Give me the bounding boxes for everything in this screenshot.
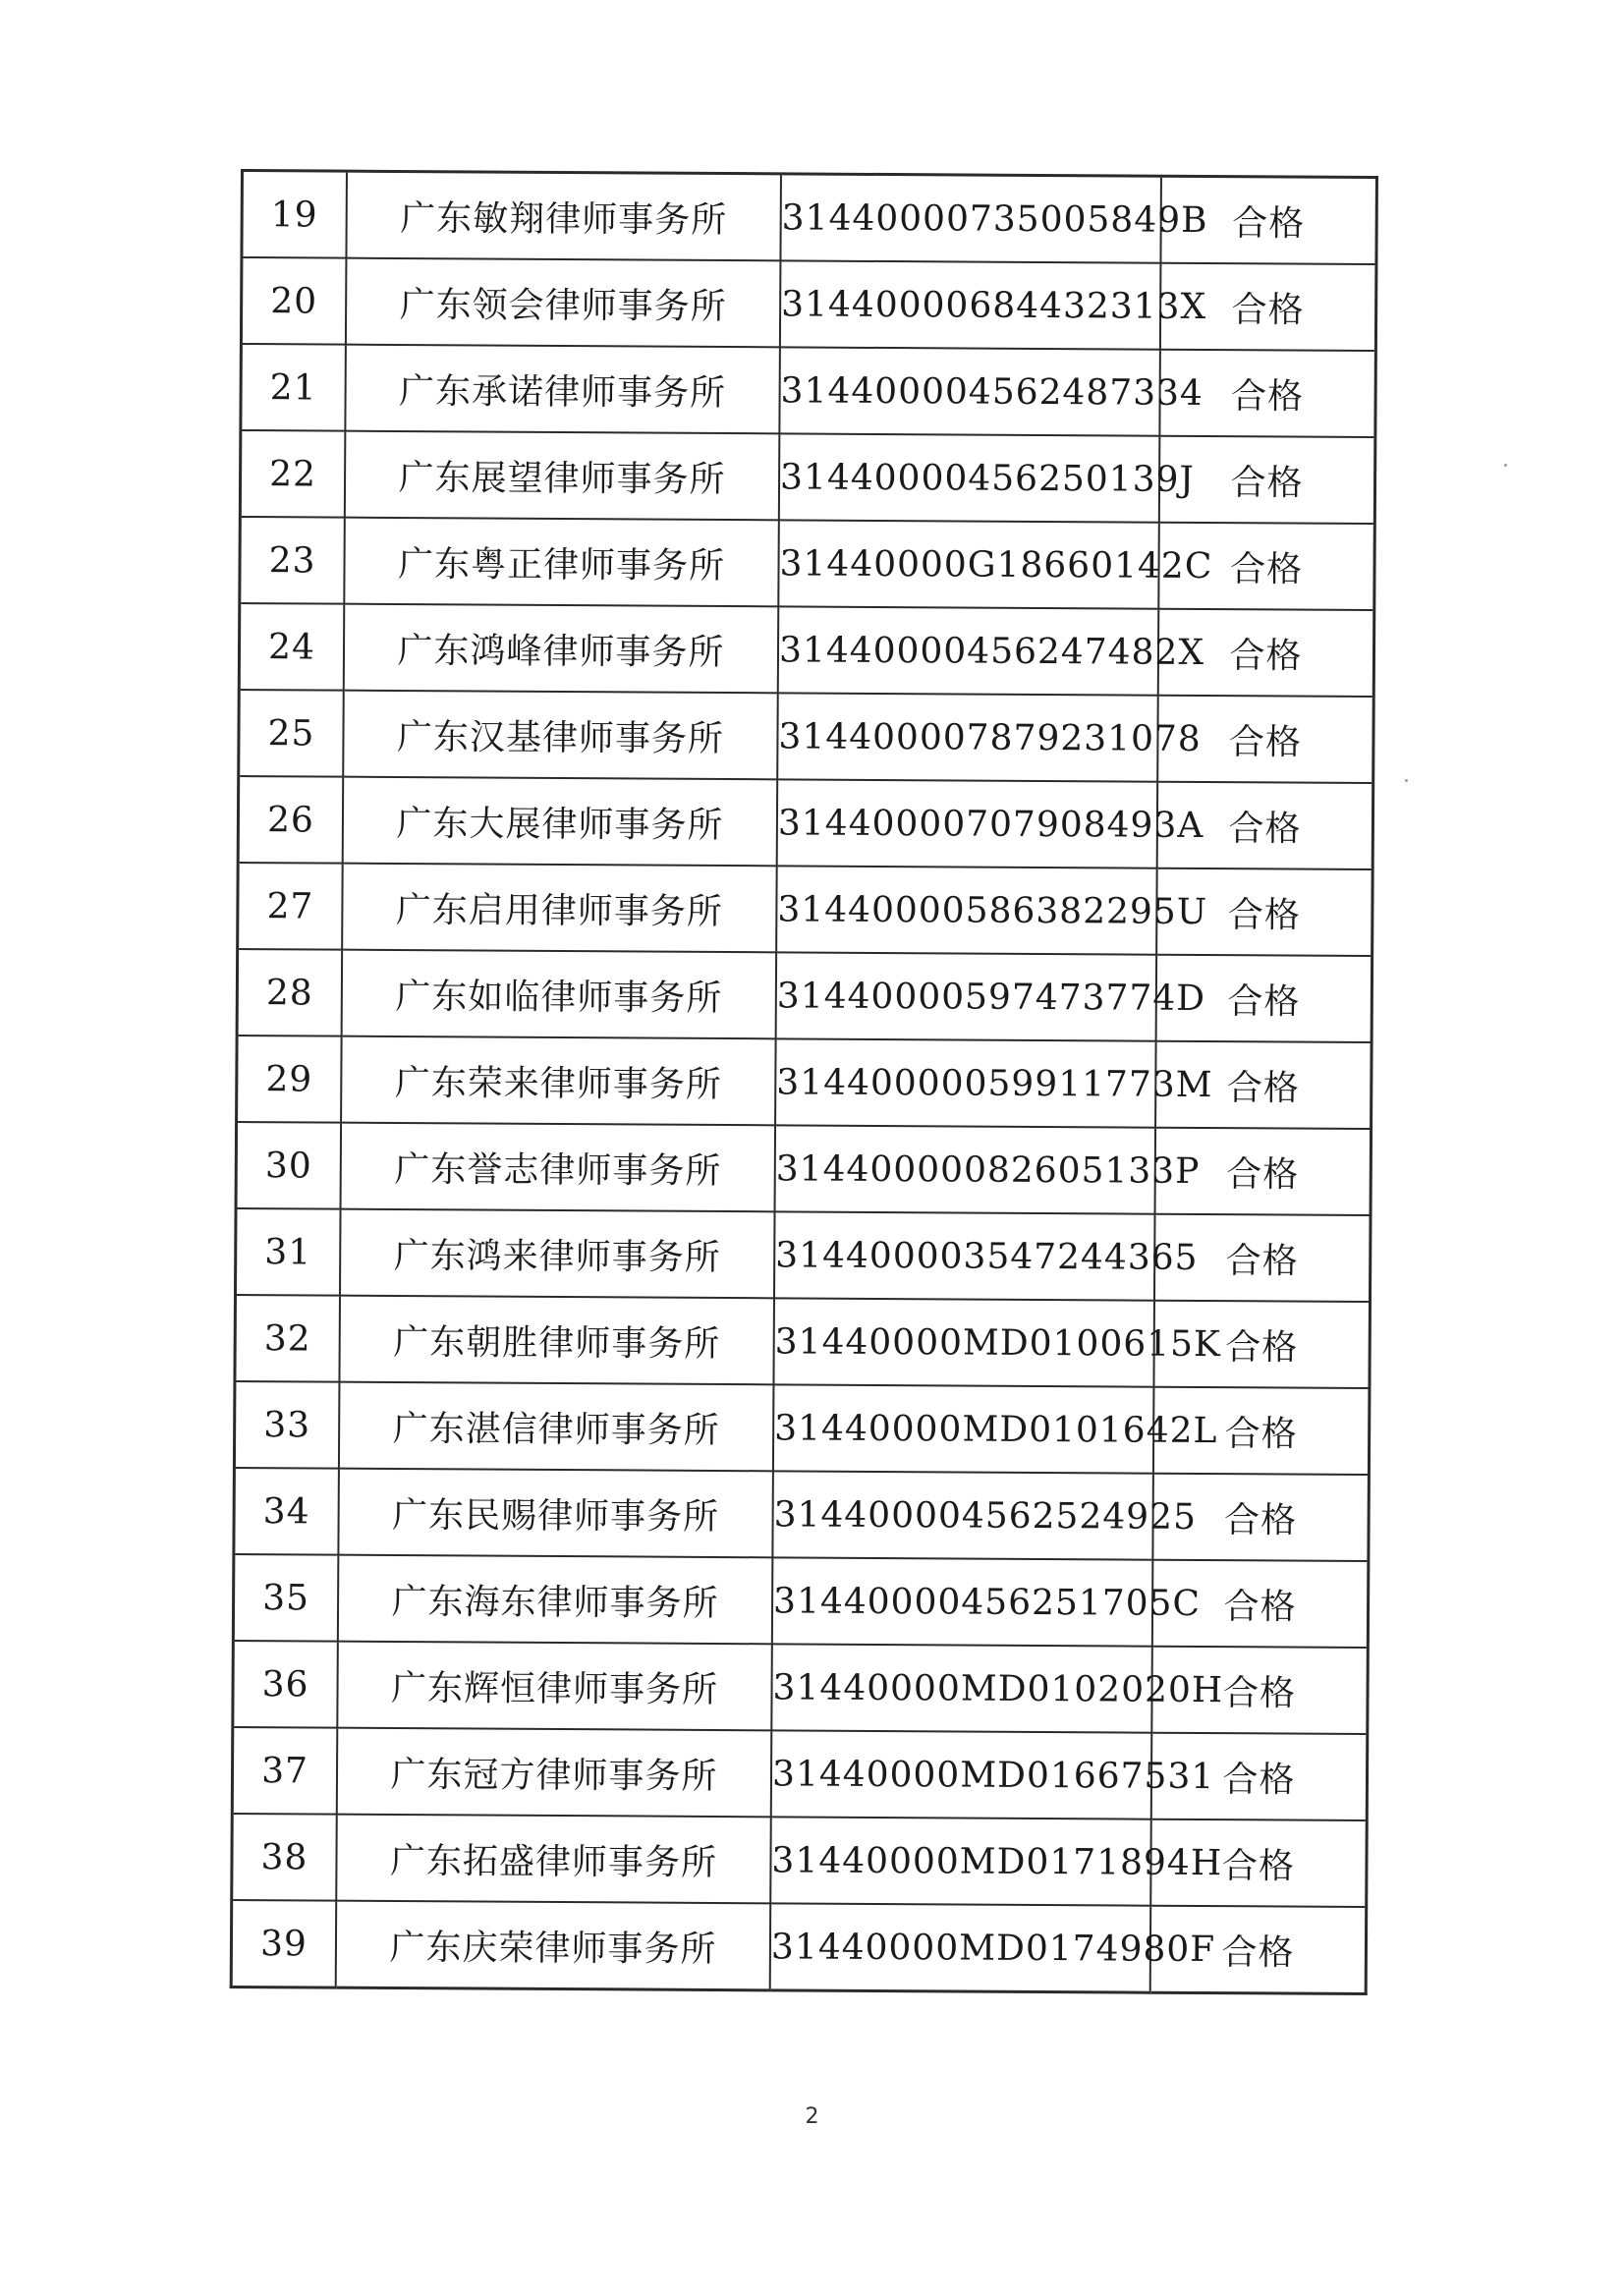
assessment-result-cell: 合格: [1151, 1733, 1368, 1820]
firm-name-cell: 广东荣来律师事务所: [341, 1036, 776, 1126]
scan-speck: [1405, 779, 1408, 782]
firm-name-cell: 广东领会律师事务所: [346, 258, 781, 348]
firm-name-cell: 广东汉基律师事务所: [343, 691, 778, 780]
table-row: [239, 690, 1374, 783]
assessment-result-cell: 合格: [1158, 609, 1374, 697]
table-row: [240, 517, 1375, 610]
row-index-cell: 20: [241, 257, 346, 345]
credit-code-cell: 31440000MD01667531: [771, 1730, 1152, 1819]
table-row: [232, 1727, 1368, 1820]
credit-code-cell: 31440000MD0171894H: [770, 1817, 1151, 1905]
firm-name-cell: 广东鸿来律师事务所: [340, 1209, 775, 1299]
credit-code-cell: 31440000597473774D: [776, 952, 1157, 1040]
assessment-result-cell: 合格: [1157, 782, 1373, 869]
credit-code-cell: 31440000059911773M: [775, 1038, 1156, 1127]
table-row: [235, 1208, 1371, 1302]
row-index-cell: 39: [231, 1900, 336, 1987]
row-index-cell: 22: [240, 430, 345, 518]
firm-name-cell: 广东大展律师事务所: [343, 777, 778, 867]
table-row: [241, 344, 1376, 437]
firm-name-cell: 广东鸿峰律师事务所: [344, 604, 779, 694]
credit-code-cell: 31440000MD0102020H: [771, 1644, 1152, 1732]
credit-code-cell: 31440000456250139J: [779, 433, 1160, 522]
assessment-result-cell: 合格: [1160, 176, 1376, 264]
row-index-cell: 32: [235, 1295, 340, 1382]
table-row: [239, 603, 1374, 697]
firm-name-cell: 广东粤正律师事务所: [344, 518, 779, 607]
table-row: [234, 1381, 1370, 1475]
table-row: [231, 1900, 1367, 1994]
credit-code-cell: 31440000082605133P: [775, 1125, 1156, 1213]
assessment-result-cell: 合格: [1153, 1387, 1370, 1475]
table-row: [241, 257, 1376, 351]
assessment-result-cell: 合格: [1157, 696, 1373, 783]
assessment-result-cell: 合格: [1156, 955, 1372, 1042]
row-index-cell: 23: [240, 517, 345, 604]
assessment-result-cell: 合格: [1160, 263, 1376, 351]
assessment-result-cell: 合格: [1150, 1819, 1367, 1907]
credit-code-cell: 31440000MD0100615K: [773, 1298, 1154, 1386]
row-index-cell: 24: [239, 603, 344, 691]
scan-speck: [1504, 464, 1507, 467]
assessment-result-cell: 合格: [1158, 523, 1374, 610]
firm-name-cell: 广东拓盛律师事务所: [336, 1815, 771, 1904]
row-index-cell: 34: [234, 1468, 339, 1555]
firm-name-cell: 广东敏翔律师事务所: [346, 171, 781, 260]
credit-code-cell: 314400004562524925: [772, 1471, 1153, 1559]
row-index-cell: 19: [242, 171, 347, 258]
table-row: [240, 430, 1375, 524]
assessment-result-cell: 合格: [1155, 1128, 1372, 1215]
credit-code-cell: 31440000735005849B: [780, 174, 1161, 263]
table-row: [232, 1814, 1368, 1907]
table-row: [238, 863, 1373, 956]
assessment-result-cell: 合格: [1150, 1906, 1367, 1994]
row-index-cell: 25: [239, 690, 344, 777]
row-index-cell: 37: [232, 1727, 337, 1815]
credit-code-cell: 314400003547244365: [774, 1211, 1155, 1300]
firm-name-cell: 广东誉志律师事务所: [341, 1123, 776, 1212]
credit-code-cell: 314400007879231078: [777, 693, 1158, 781]
table-row: [233, 1554, 1369, 1648]
page-number: 2: [805, 2104, 819, 2129]
row-index-cell: 27: [238, 863, 343, 950]
credit-code-cell: 31440000586382295U: [776, 866, 1157, 954]
firm-name-cell: 广东启用律师事务所: [342, 864, 777, 953]
table-row: [242, 171, 1377, 265]
assessment-result-cell: 合格: [1152, 1474, 1369, 1561]
row-index-cell: 36: [233, 1641, 338, 1728]
row-index-cell: 28: [237, 949, 342, 1036]
firm-name-cell: 广东海东律师事务所: [338, 1555, 773, 1645]
table-row: [237, 1036, 1372, 1129]
firm-name-cell: 广东承诺律师事务所: [345, 345, 780, 434]
assessment-result-cell: 合格: [1151, 1647, 1368, 1734]
table-row: [235, 1295, 1371, 1388]
assessment-result-cell: 合格: [1154, 1214, 1371, 1302]
table-row: [233, 1641, 1369, 1734]
firm-name-cell: 广东朝胜律师事务所: [339, 1296, 774, 1385]
firm-name-cell: 广东民赐律师事务所: [338, 1469, 773, 1558]
firm-name-cell: 广东展望律师事务所: [345, 431, 780, 521]
firm-name-cell: 广东湛信律师事务所: [339, 1382, 774, 1472]
law-firm-roster-table: [230, 169, 1378, 1995]
credit-code-cell: 31440000MD0174980F: [770, 1903, 1151, 1992]
credit-code-cell: 31440000684432313X: [780, 260, 1161, 349]
roster-table-body: [231, 171, 1376, 1994]
row-index-cell: 29: [237, 1036, 342, 1123]
firm-name-cell: 广东如临律师事务所: [342, 950, 777, 1039]
credit-code-cell: 31440000707908493A: [777, 779, 1158, 868]
table-row: [236, 1122, 1372, 1215]
assessment-result-cell: 合格: [1159, 350, 1375, 437]
firm-name-cell: 广东辉恒律师事务所: [337, 1642, 772, 1731]
credit-code-cell: 31440000456247482X: [778, 606, 1159, 695]
row-index-cell: 33: [234, 1381, 339, 1469]
assessment-result-cell: 合格: [1156, 868, 1372, 956]
assessment-result-cell: 合格: [1152, 1560, 1369, 1648]
row-index-cell: 31: [235, 1208, 340, 1296]
assessment-result-cell: 合格: [1155, 1041, 1372, 1129]
credit-code-cell: 31440000456251705C: [772, 1557, 1153, 1646]
assessment-result-cell: 合格: [1159, 436, 1375, 524]
row-index-cell: 30: [236, 1122, 341, 1209]
credit-code-cell: 31440000G18660142C: [778, 520, 1159, 608]
row-index-cell: 26: [238, 776, 343, 864]
row-index-cell: 21: [241, 344, 346, 431]
firm-name-cell: 广东冠方律师事务所: [337, 1728, 772, 1818]
row-index-cell: 35: [233, 1554, 338, 1642]
row-index-cell: 38: [232, 1814, 337, 1901]
table-row: [234, 1468, 1370, 1561]
credit-code-cell: 314400004562487334: [779, 347, 1160, 435]
assessment-result-cell: 合格: [1153, 1301, 1370, 1388]
credit-code-cell: 31440000MD0101642L: [773, 1384, 1154, 1473]
firm-name-cell: 广东庆荣律师事务所: [336, 1901, 771, 1990]
table-row: [238, 776, 1373, 869]
table-row: [237, 949, 1372, 1042]
